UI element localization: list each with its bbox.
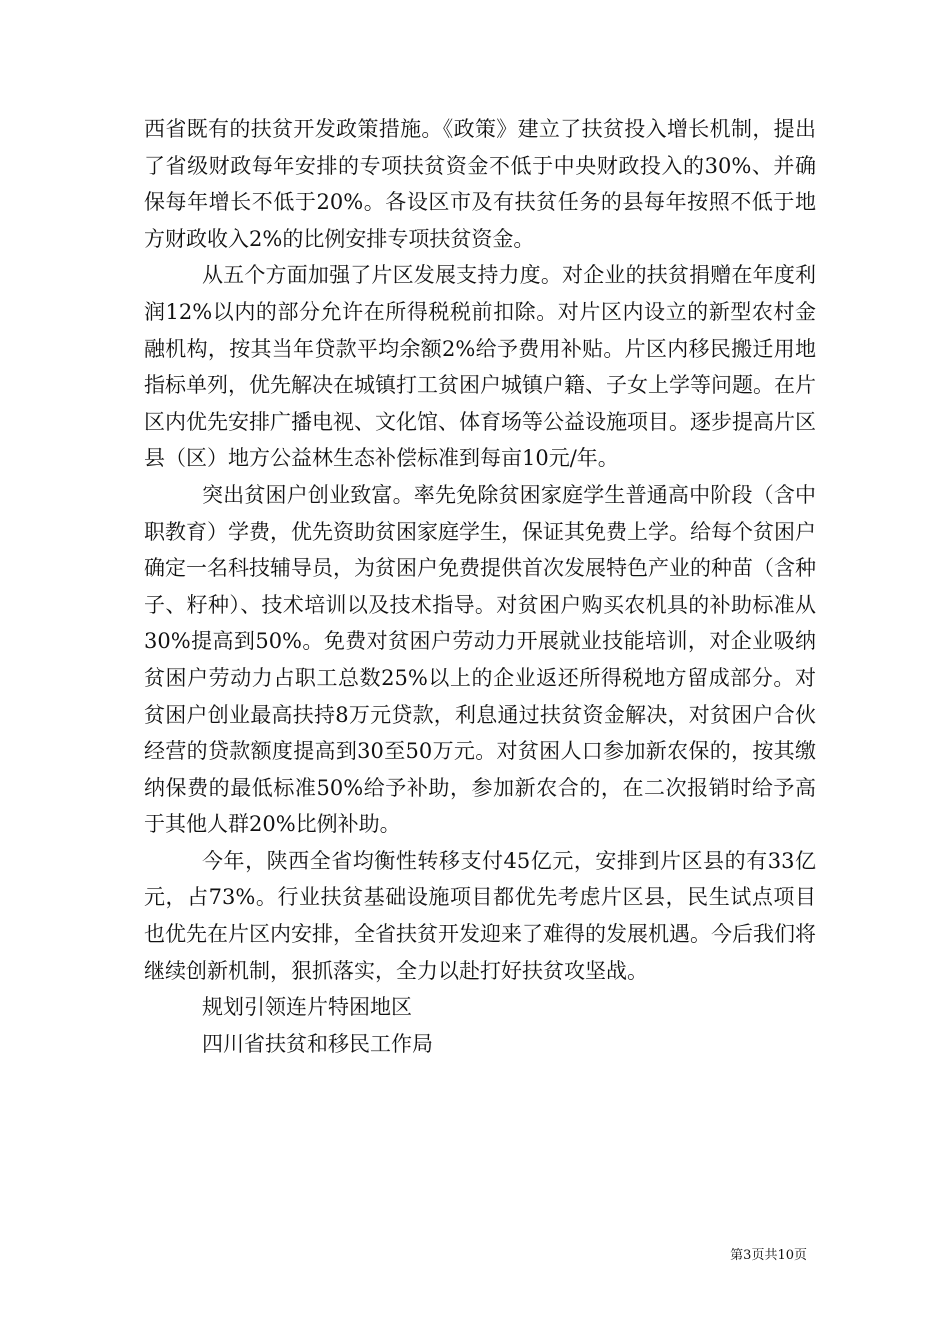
paragraph-3: 突出贫困户创业致富。率先免除贫困家庭学生普通高中阶段（含中职教育）学费，优先资助贫困家庭学生，保证其免费上学。给每个贫困户确定一名科技辅导员，为贫困户免费提供首次发展特色产业的种苗（含种子、籽种）、技术培训以及技术指导。对贫困户购买农机具的补助标准从30%提高到50%。免费对贫困户劳动力开展就业技能培训，对企业吸纳贫困户劳动力占职工总数25%以上的企业返还所得税地方留成部分。对贫困户创业最高扶持8万元贷款，利息通过扶贫资金解决，对贫困户合伙经营的贷款额度提高到30至50万元。对贫困人口参加新农保的，按其缴纳保费的最低标准50%给予补助，参加新农合的，在二次报销时给予高于其他人群20%比例补助。 bbox=[144, 482, 816, 837]
section-title: 规划引领连片特困地区 bbox=[202, 995, 412, 1020]
paragraph-2: 从五个方面加强了片区发展支持力度。对企业的扶贫捐赠在年度利润12%以内的部分允许在所得税税前扣除。对片区内设立的新型农村金融机构，按其当年贷款平均余额2%给予费用补贴。片区内移民搬迁用地指标单列，优先解决在城镇打工贫困户城镇户籍、子女上学等问题。在片区内优先安排广播电视、文化馆、体育场等公益设施项目。逐步提高片区县（区）地方公益林生态补偿标准到每亩10元/年。 bbox=[144, 263, 816, 471]
paragraph-1: 西省既有的扶贫开发政策措施。《政策》建立了扶贫投入增长机制，提出了省级财政每年安排的专项扶贫资金不低于中央财政投入的30%、并确保每年增长不低于20%。各设区市及有扶贫任务的县每年按照不低于地方财政收入2%的比例安排专项扶贫资金。 bbox=[144, 117, 816, 251]
document-body bbox=[144, 111, 816, 1062]
paragraph-4: 今年，陕西全省均衡性转移支付45亿元，安排到片区县的有33亿元，占73%。行业扶贫基础设施项目都优先考虑片区县，民生试点项目也优先在片区内安排，全省扶贫开发迎来了难得的发展机遇。今后我们将继续创新机制，狠抓落实，全力以赴打好扶贫攻坚战。 bbox=[144, 848, 816, 983]
page-number-footer: 第3页共10页 bbox=[730, 1248, 807, 1263]
section-author: 四川省扶贫和移民工作局 bbox=[202, 1031, 433, 1056]
